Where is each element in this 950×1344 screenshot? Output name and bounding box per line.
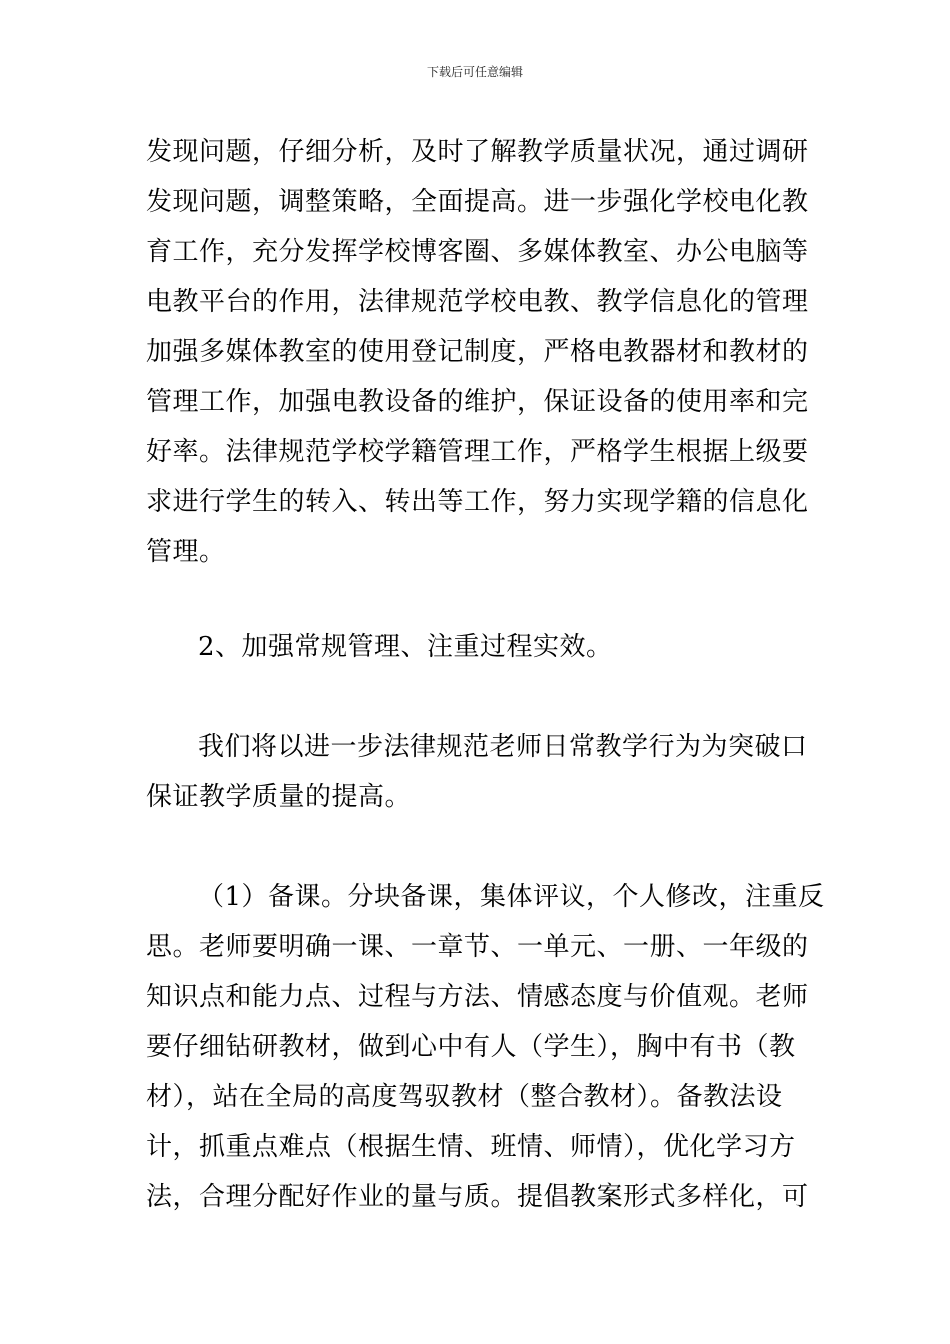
paragraph-1 — [146, 127, 809, 577]
paragraph-line: 材），站在全局的高度驾驭教材（整合教材）。备教法设 — [146, 1082, 783, 1112]
paragraph-line: 计，抓重点难点（根据生情、班情、师情），优化学习方 — [146, 1132, 796, 1162]
paragraph-line: 好率。法律规范学校学籍管理工作，严格学生根据上级要 — [146, 437, 809, 467]
paragraph-3 — [146, 722, 806, 822]
paragraph-line: 我们将以进一步法律规范老师日常教学行为为突破口 — [198, 732, 808, 762]
paragraph-line: 思。老师要明确一课、一章节、一单元、一册、一年级的 — [146, 932, 809, 962]
paragraph-line: 要仔细钻研教材，做到心中有人（学生），胸中有书（教 — [146, 1032, 796, 1062]
paragraph-line: 法，合理分配好作业的量与质。提倡教案形式多样化，可 — [146, 1182, 809, 1212]
paragraph-line: （1）备课。分块备课，集体评议，个人修改，注重反 — [198, 882, 825, 912]
paragraph-line: 发现问题，仔细分析，及时了解教学质量状况，通过调研 — [146, 137, 809, 167]
paragraph-line: 知识点和能力点、过程与方法、情感态度与价值观。老师 — [146, 982, 809, 1012]
paragraph-line: 保证教学质量的提高。 — [146, 782, 412, 812]
paragraph-line: 管理工作，加强电教设备的维护，保证设备的使用率和完 — [146, 387, 809, 417]
section-heading-2 — [146, 622, 806, 672]
paragraph-line: 管理。 — [146, 537, 226, 567]
paragraph-line: 加强多媒体教室的使用登记制度，严格电教器材和教材的 — [146, 337, 809, 367]
paragraph-line: 电教平台的作用，法律规范学校电教、教学信息化的管理 — [146, 287, 809, 317]
paragraph-4 — [146, 872, 825, 1222]
page-header-note: 下载后可任意编辑 — [426, 65, 523, 79]
heading-line: 2、加强常规管理、注重过程实效。 — [198, 632, 613, 662]
paragraph-line: 育工作，充分发挥学校博客圈、多媒体教室、办公电脑等 — [146, 237, 809, 267]
paragraph-line: 求进行学生的转入、转出等工作，努力实现学籍的信息化 — [146, 487, 809, 517]
paragraph-line: 发现问题，调整策略，全面提高。进一步强化学校电化教 — [146, 187, 809, 217]
